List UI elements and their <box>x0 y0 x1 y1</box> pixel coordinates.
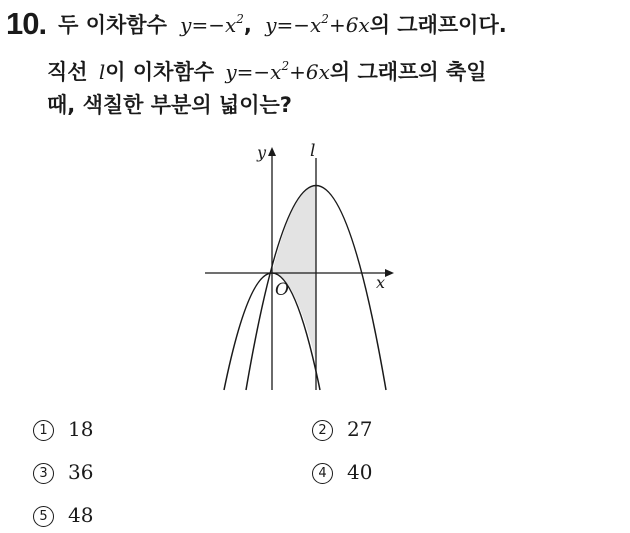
graph-svg <box>195 138 410 393</box>
question-number: 10. <box>6 6 47 41</box>
choice-1[interactable] <box>33 416 93 442</box>
x-axis-label: x <box>376 273 386 292</box>
choice-4-value: 40 <box>347 460 373 484</box>
choice-4[interactable] <box>312 459 372 485</box>
origin-label: O <box>275 280 289 300</box>
choice-3[interactable] <box>33 459 93 485</box>
line-l-label: l <box>310 141 316 161</box>
question-line-2: 직선 l이 이차함수 $y=-x^2+6x$의 그래프의 축일 <box>47 59 487 84</box>
equation-1: $y=-x^2$ <box>180 12 244 37</box>
choice-3-mark: 3 <box>33 463 54 484</box>
y-axis-arrow-icon <box>268 147 276 156</box>
question-text-end: 의 그래프이다. <box>369 13 507 37</box>
choice-3-value: 36 <box>68 460 94 484</box>
question-line-1: 10. 두 이차함수 $y=-x^2$, $y=-x^2+6x$의 그래프이다. <box>6 6 507 41</box>
choice-5[interactable] <box>33 502 93 528</box>
choice-1-value: 18 <box>68 417 94 441</box>
equation-2: $y=-x^2+6x$ <box>265 12 370 37</box>
question-text-intro: 두 이차함수 <box>58 13 167 37</box>
choice-5-value: 48 <box>68 503 94 527</box>
choice-5-mark: 5 <box>33 506 54 527</box>
x-axis-arrow-icon <box>385 269 394 277</box>
choice-4-mark: 4 <box>312 463 333 484</box>
choice-2[interactable] <box>312 416 372 442</box>
graph-figure <box>195 138 410 393</box>
choice-1-mark: 1 <box>33 420 54 441</box>
choice-2-mark: 2 <box>312 420 333 441</box>
choice-2-value: 27 <box>347 417 373 441</box>
line-variable: l <box>98 60 106 84</box>
question-line-3: 때, 색칠한 부분의 넓이는? <box>47 93 292 117</box>
equation-3: $y=-x^2+6x$ <box>225 59 330 84</box>
y-axis-label: y <box>257 143 267 162</box>
